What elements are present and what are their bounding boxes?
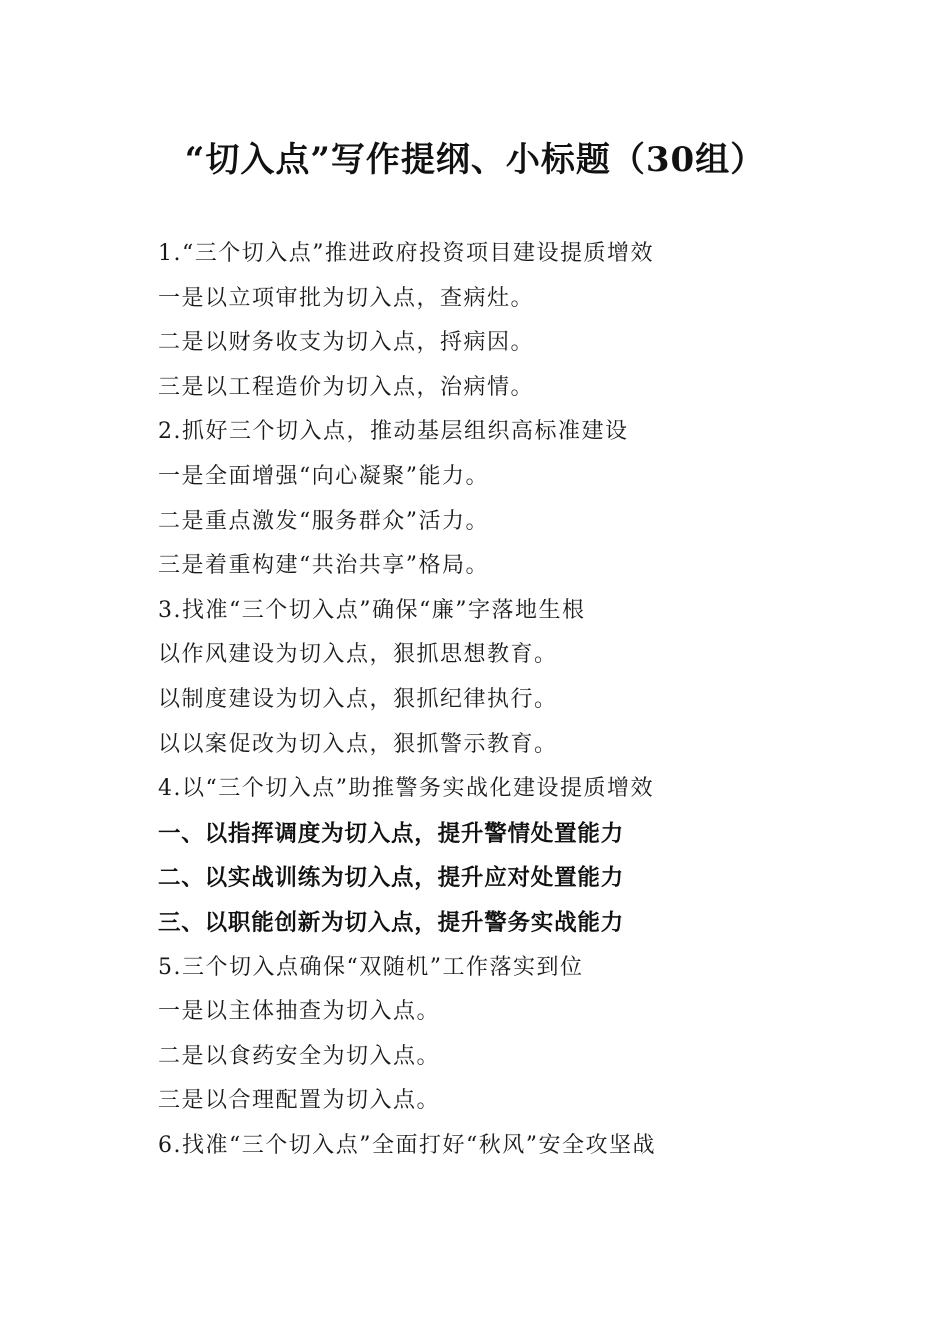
list-item-bold: 一、以指挥调度为切入点，提升警情处置能力 <box>158 820 625 847</box>
section-heading-2: 2.抓好三个切入点，推动基层组织高标准建设 <box>158 419 629 445</box>
list-item: 以作风建设为切入点，狠抓思想教育。 <box>158 642 558 668</box>
list-item: 三是以工程造价为切入点，治病情。 <box>158 374 535 400</box>
list-item: 二是以食药安全为切入点。 <box>158 1043 441 1069</box>
section-heading-4: 4.以“三个切入点”助推警务实战化建设提质增效 <box>158 776 654 802</box>
list-item: 三是以合理配置为切入点。 <box>158 1088 441 1114</box>
document-title: “切入点”写作提纲、小标题（30组） <box>184 140 766 180</box>
list-item: 一是以立项审批为切入点，查病灶。 <box>158 285 535 311</box>
list-item: 一是以主体抽查为切入点。 <box>158 999 441 1025</box>
section-heading-5: 5.三个切入点确保“双随机”工作落实到位 <box>158 954 584 980</box>
section-heading-6: 6.找准“三个切入点”全面打好“秋风”安全攻坚战 <box>158 1132 656 1158</box>
section-heading-3: 3.找准“三个切入点”确保“廉”字落地生根 <box>158 597 586 623</box>
list-item-bold: 二、以实战训练为切入点，提升应对处置能力 <box>158 865 625 892</box>
list-item: 以制度建设为切入点，狠抓纪律执行。 <box>158 686 558 712</box>
document-body <box>158 232 858 1168</box>
list-item: 二是重点激发“服务群众”活力。 <box>158 508 489 534</box>
list-item: 三是着重构建“共治共享”格局。 <box>158 553 489 579</box>
list-item: 以以案促改为切入点，狠抓警示教育。 <box>158 731 558 757</box>
list-item: 二是以财务收支为切入点，捋病因。 <box>158 330 535 356</box>
list-item: 一是全面增强“向心凝聚”能力。 <box>158 463 489 489</box>
section-heading-1: 1.“三个切入点”推进政府投资项目建设提质增效 <box>158 241 654 266</box>
list-item-bold: 三、以职能创新为切入点，提升警务实战能力 <box>158 909 625 936</box>
